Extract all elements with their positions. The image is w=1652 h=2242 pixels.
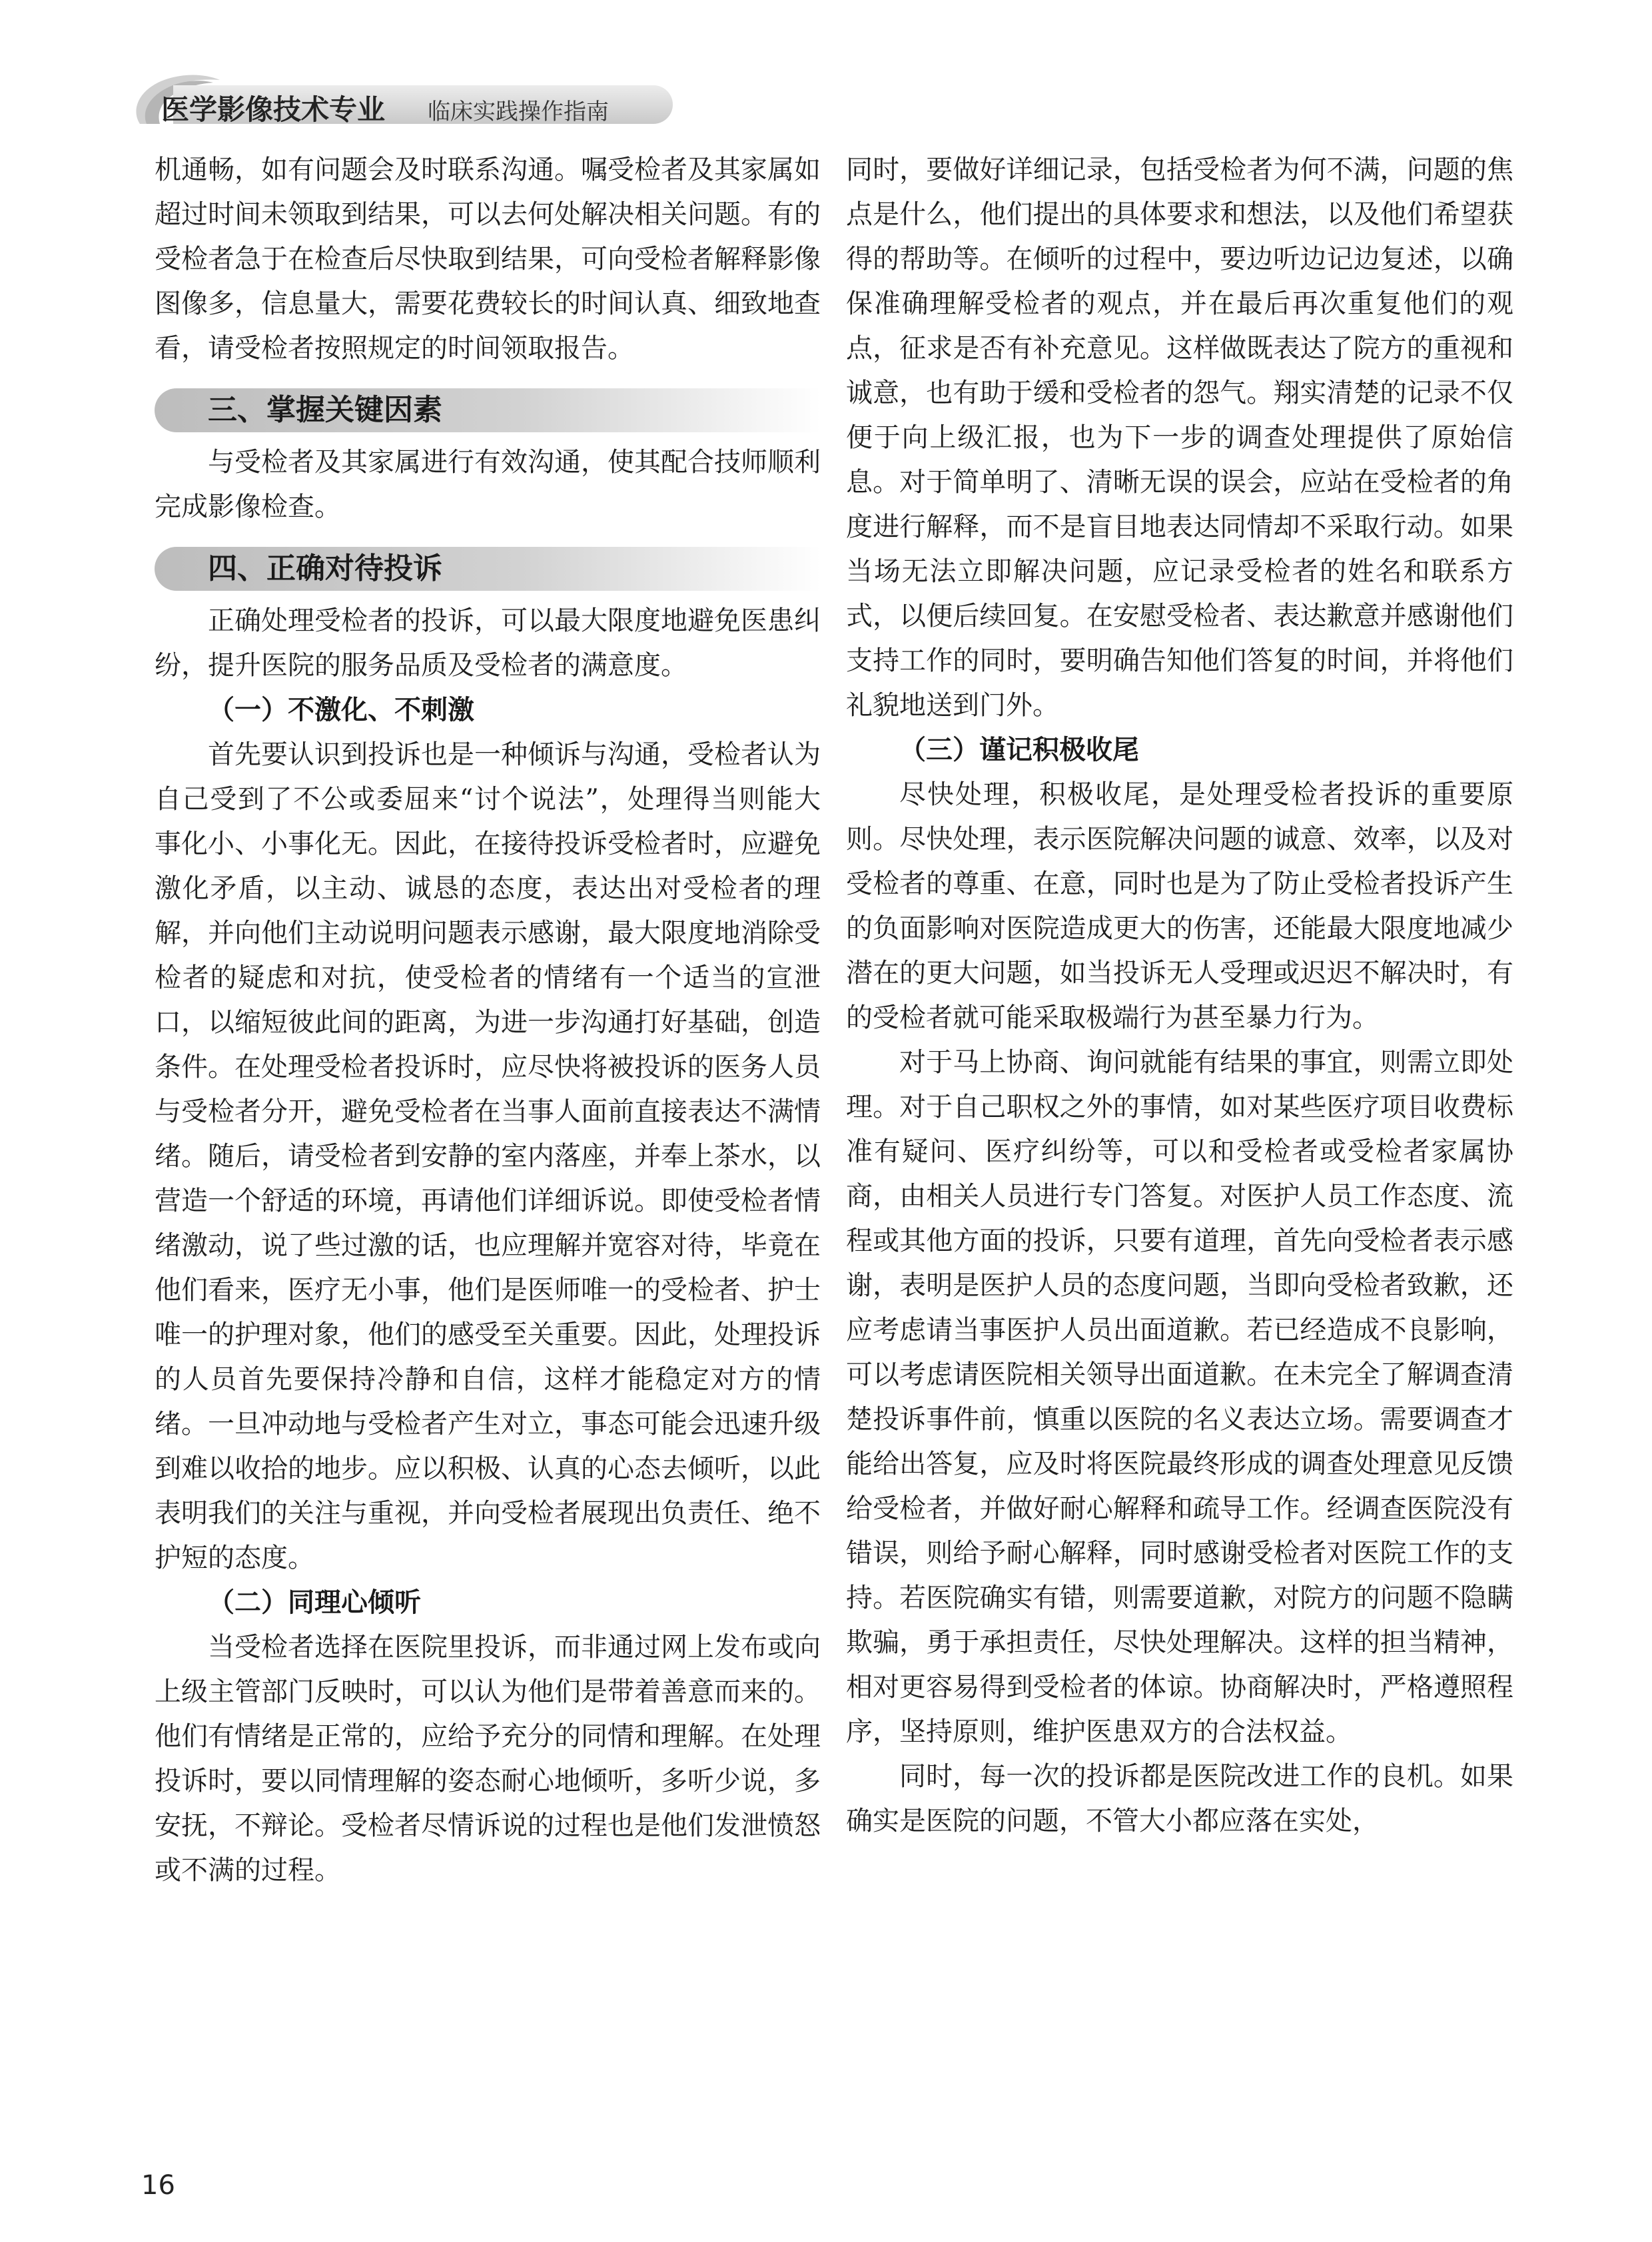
paragraph: 与受检者及其家属进行有效沟通，使其配合技师顺利完成影像检查。 <box>155 447 821 522</box>
subsection-heading: （一）不激化、不刺激 <box>208 695 474 725</box>
paragraph: 对于马上协商、询问就能有结果的事宜，则需立即处理。对于自己职权之外的事情，如对某些医疗项目收费标准有疑问、医疗纠纷等，可以和受检者或受检者家属协商，由相关人员进行专门答复。对医护人员工作态度、流程或其他方面的投诉，只要有道理，首先向受检者表示感谢，表明是医护人员的态度问题，当即向受检者致歉，还应考虑请当事医护人员出面道歉。若已经造成不良影响，可以考虑请医院相关领导出面道歉。在未完全了解调查清楚投诉事件前，慎重以医院的名义表达立场。需要调查才能给出答复，应及时将医院最终形成的调查处理意见反馈给受检者，并做好耐心解释和疏导工作。经调查医院没有错误，则给予耐心解释，同时感谢受检者对医院工作的支持。若医院确实有错，则需要道歉，对院方的问题不隐瞒欺骗，勇于承担责任，尽快处理解决。这样的担当精神，相对更容易得到受检者的体谅。协商解决时，严格遵照程序，坚持原则，维护医患双方的合法权益。 <box>846 1047 1513 1747</box>
section-heading: 三、掌握关键因素 <box>155 388 821 432</box>
paragraph: 正确处理受检者的投诉，可以最大限度地避免医患纠纷，提升医院的服务品质及受检者的满意度。 <box>155 605 821 681</box>
left-column <box>155 148 821 1893</box>
running-header <box>127 72 673 125</box>
section-heading: 四、正确对待投诉 <box>155 547 821 591</box>
header-title: 医学影像技术专业 <box>161 93 386 126</box>
paragraph: 机通畅，如有问题会及时联系沟通。嘱受检者及其家属如超过时间未领取到结果，可以去何处解决相关问题。有的受检者急于在检查后尽快取到结果，可向受检者解释影像图像多，信息量大，需要花费较长的时间认真、细致地查看，请受检者按照规定的时间领取报告。 <box>155 155 821 364</box>
subsection-heading: （二）同理心倾听 <box>208 1587 421 1618</box>
right-column <box>846 148 1513 1844</box>
subsection-heading: （三）谨记积极收尾 <box>899 735 1139 765</box>
paragraph: 当受检者选择在医院里投诉，而非通过网上发布或向上级主管部门反映时，可以认为他们是带着善意而来的。他们有情绪是正常的，应给予充分的同情和理解。在处理投诉时，要以同情理解的姿态耐心地倾听，多听少说，多安抚，不辩论。受检者尽情诉说的过程也是他们发泄愤怒或不满的过程。 <box>155 1632 821 1886</box>
paragraph: 同时，每一次的投诉都是医院改进工作的良机。如果确实是医院的问题，不管大小都应落在实处， <box>846 1761 1513 1836</box>
paragraph: 尽快处理，积极收尾，是处理受检者投诉的重要原则。尽快处理，表示医院解决问题的诚意、效率，以及对受检者的尊重、在意，同时也是为了防止受检者投诉产生的负面影响对医院造成更大的伤害，还能最大限度地减少潜在的更大问题，如当投诉无人受理或迟迟不解决时，有的受检者就可能采取极端行为甚至暴力行为。 <box>846 779 1513 1033</box>
page-number: 16 <box>141 2170 175 2201</box>
paragraph: 首先要认识到投诉也是一种倾诉与沟通，受检者认为自己受到了不公或委屈来“讨个说法”，处理得当则能大事化小、小事化无。因此，在接待投诉受检者时，应避免激化矛盾，以主动、诚恳的态度，表达出对受检者的理解，并向他们主动说明问题表示感谢，最大限度地消除受检者的疑虑和对抗，使受检者的情绪有一个适当的宣泄口，以缩短彼此间的距离，为进一步沟通打好基础，创造条件。在处理受检者投诉时，应尽快将被投诉的医务人员与受检者分开，避免受检者在当事人面前直接表达不满情绪。随后，请受检者到安静的室内落座，并奉上茶水，以营造一个舒适的环境，再请他们详细诉说。即使受检者情绪激动，说了些过激的话，也应理解并宽容对待，毕竟在他们看来，医疗无小事，他们是医师唯一的受检者、护士唯一的护理对象，他们的感受至关重要。因此，处理投诉的人员首先要保持冷静和自信，这样才能稳定对方的情绪。一旦冲动地与受检者产生对立，事态可能会迅速升级到难以收拾的地步。应以积极、认真的心态去倾听，以此表明我们的关注与重视，并向受检者展现出负责任、绝不护短的态度。 <box>155 739 821 1573</box>
header-subtitle: 临床实践操作指南 <box>428 99 609 125</box>
paragraph: 同时，要做好详细记录，包括受检者为何不满，问题的焦点是什么，他们提出的具体要求和想法，以及他们希望获得的帮助等。在倾听的过程中，要边听边记边复述，以确保准确理解受检者的观点，并在最后再次重复他们的观点，征求是否有补充意见。这样做既表达了院方的重视和诚意，也有助于缓和受检者的怨气。翔实清楚的记录不仅便于向上级汇报，也为下一步的调查处理提供了原始信息。对于简单明了、清晰无误的误会，应站在受检者的角度进行解释，而不是盲目地表达同情却不采取行动。如果当场无法立即解决问题，应记录受检者的姓名和联系方式，以便后续回复。在安慰受检者、表达歉意并感谢他们支持工作的同时，要明确告知他们答复的时间，并将他们礼貌地送到门外。 <box>846 155 1513 721</box>
